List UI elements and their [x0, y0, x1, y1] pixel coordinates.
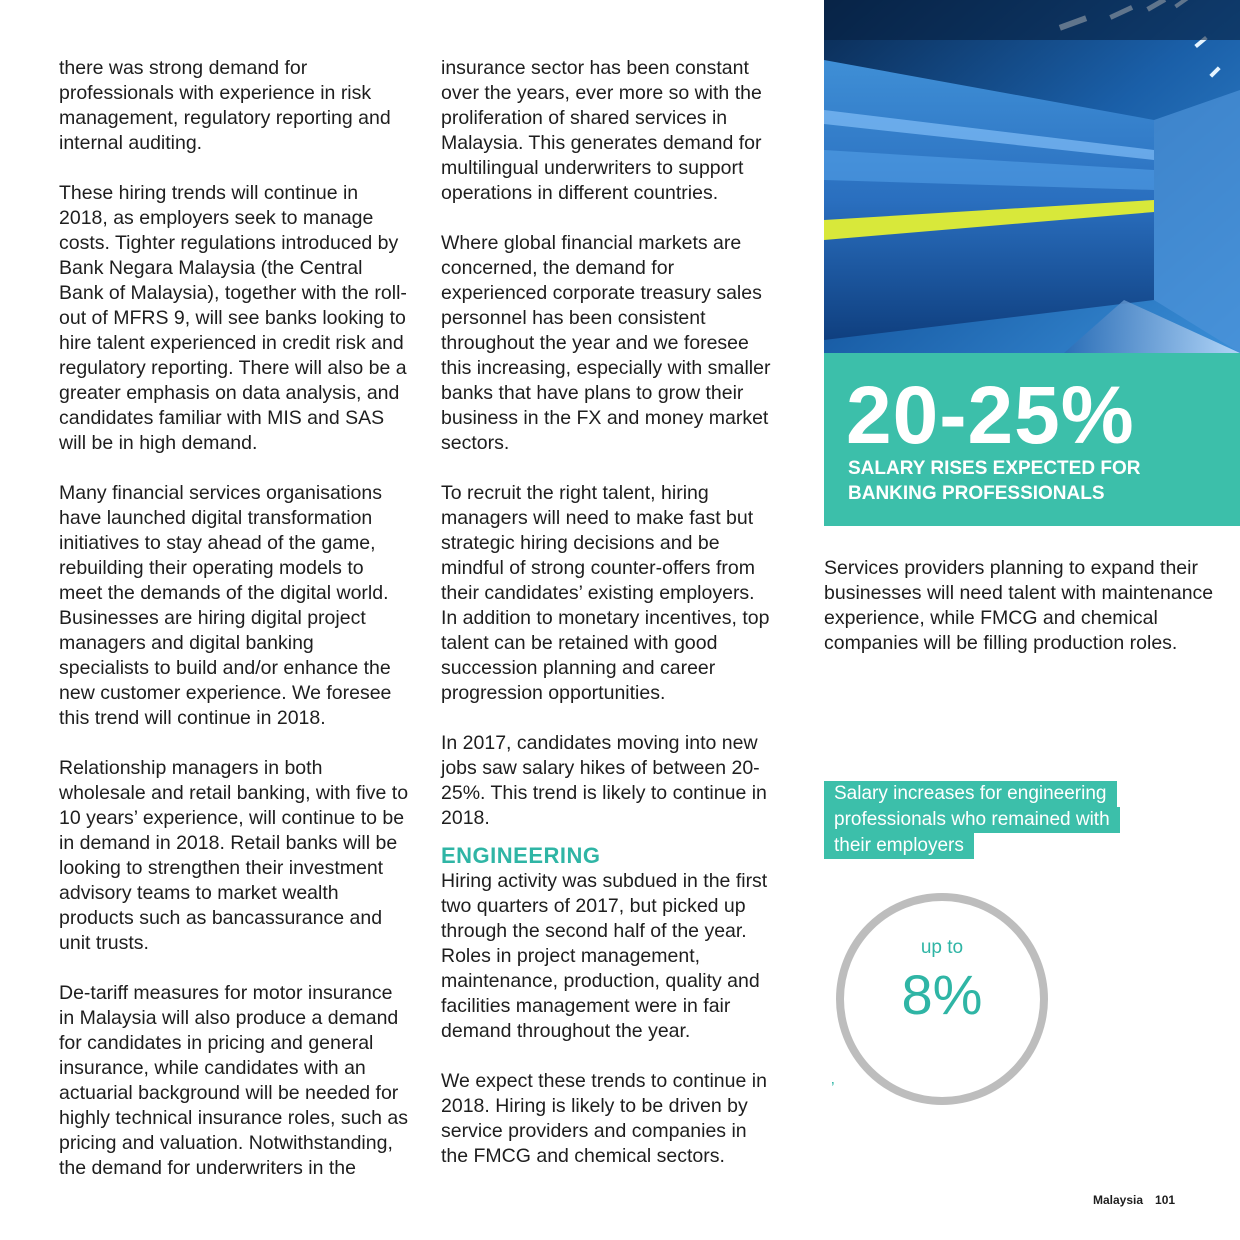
train-photo: [824, 0, 1240, 353]
stat-value: 20-25%: [846, 370, 1135, 461]
train-photo-icon: [824, 0, 1240, 353]
article-column-2: [441, 56, 776, 1194]
paragraph: We expect these trends to continue in 2018. Hiring is likely to be driven by service providers and companies in the FMCG and chemical sectors.: [441, 1070, 767, 1167]
paragraph: Relationship managers in both wholesale and retail banking, with five to 10 years’ experience, will continue to be in demand in 2018. Retail banks will be looking to strengthen their investment advisory teams to market wealth products such as bancassurance and unit trusts.: [59, 757, 409, 954]
circle-prefix: up to: [920, 937, 964, 958]
paragraph: These hiring trends will continue in 2018, as employers seek to manage costs. Tighter regulations introduced by Bank Negara Malaysia (the Central Bank of Malaysia), together with the roll-out of MFRS 9, will see banks looking to hire talent experienced in credit risk and regulatory reporting. There will also be a greater emphasis on data analysis, and candidates familiar with MIS and SAS will be in high demand.: [59, 182, 407, 454]
page-footer: [1093, 1193, 1175, 1207]
engineering-salary-circle: [836, 893, 1048, 1105]
caption-line: professionals who remained with: [824, 807, 1120, 833]
paragraph: Services providers planning to expand their businesses will need talent with maintenance experience, while FMCG and chemical companies will be filling production roles.: [824, 557, 1214, 654]
paragraph: In 2017, candidates moving into new jobs saw salary hikes of between 20-25%. This trend is likely to continue in 2018.: [441, 732, 767, 829]
engineering-stat-caption: [824, 781, 1154, 859]
footer-label: Malaysia: [1093, 1193, 1144, 1207]
article-column-3: [824, 556, 1224, 656]
caption-line: Salary increases for engineering: [824, 781, 1117, 807]
article-column-1: [59, 56, 409, 1206]
banking-salary-stat-box: [824, 353, 1240, 526]
paragraph: To recruit the right talent, hiring managers will need to make fast but strategic hiring decisions and be mindful of strong counter-offers from their candidates’ existing employers. In addition to monetary incentives, top talent can be retained with good succession planning and career progression opportunities.: [441, 482, 770, 704]
tick-mark-icon: ’: [831, 1080, 835, 1097]
paragraph: there was strong demand for professionals with experience in risk management, regulatory reporting and internal auditing.: [59, 57, 391, 154]
page-number: 101: [1155, 1193, 1176, 1207]
caption-line: their employers: [824, 833, 974, 859]
paragraph: Many financial services organisations have launched digital transformation initiatives to stay ahead of the game, rebuilding their operating models to meet the demands of the digital world. Businesses are hiring digital project managers and digital banking specialists to build and/or enhance the new customer experience. We foresee this trend will continue in 2018.: [59, 482, 392, 729]
paragraph: Hiring activity was subdued in the first two quarters of 2017, but picked up through the second half of the year. Roles in project management, maintenance, production, quality and facilities management were in fair demand throughout the year.: [441, 870, 768, 1042]
section-heading-engineering: ENGINEERING: [441, 843, 601, 868]
stat-caption: SALARY RISES EXPECTED FOR BANKING PROFESSIONALS: [848, 458, 1141, 504]
paragraph: Where global financial markets are concerned, the demand for experienced corporate treasury sales personnel has been consistent throughout the year and we foresee this increasing, especially with smaller banks that have plans to grow their business in the FX and money market sectors.: [441, 232, 771, 454]
paragraph: insurance sector has been constant over the years, ever more so with the proliferation of shared services in Malaysia. This generates demand for multilingual underwriters to support operations in different countries.: [441, 57, 762, 204]
paragraph: De-tariff measures for motor insurance in Malaysia will also produce a demand for candidates in pricing and general insurance, while candidates with an actuarial background will be needed for highly technical insurance roles, such as pricing and valuation. Notwithstanding, the demand for underwriters in the: [59, 982, 409, 1179]
circle-value: 8%: [901, 963, 983, 1026]
